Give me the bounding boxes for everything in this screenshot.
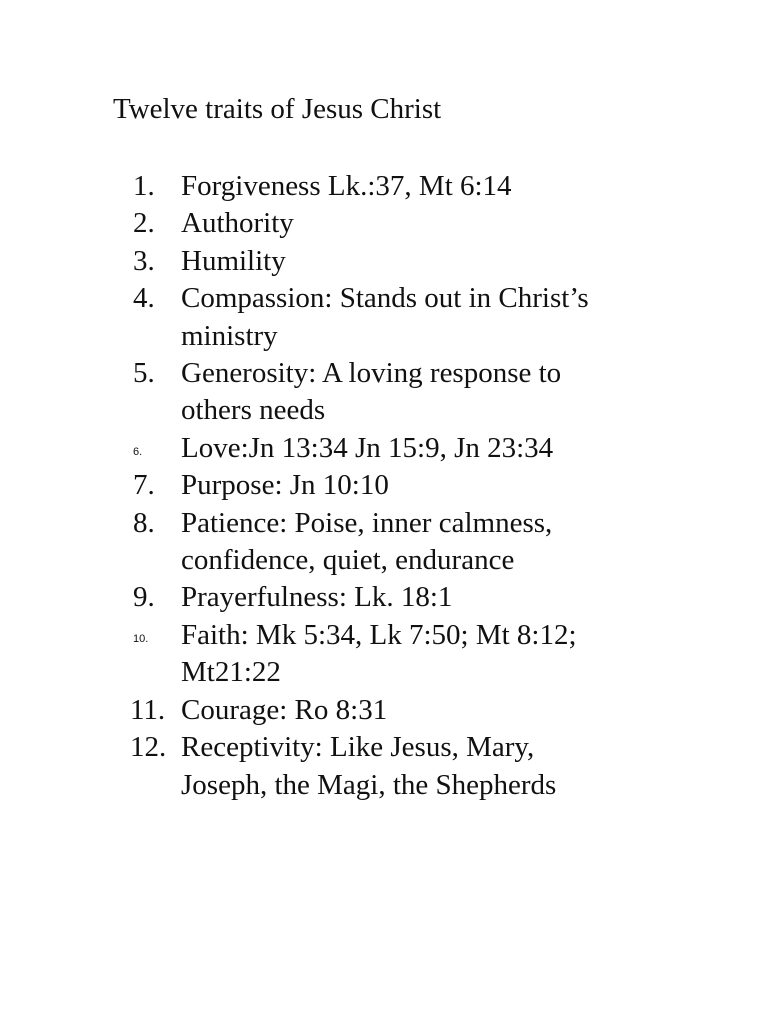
list-item-text: Receptivity: Like Jesus, Mary, Joseph, the Magi, the Shepherds <box>181 731 557 801</box>
list-item-number: 2. <box>133 207 155 240</box>
list-item-text: Purpose: Jn 10:10 <box>181 469 389 502</box>
list-item-text: Love:Jn 13:34 Jn 15:9, Jn 23:34 <box>181 431 554 464</box>
list-item-number: 8. <box>133 506 155 539</box>
list-item <box>0 579 611 616</box>
list-item-text: Patience: Poise, inner calmness, confidence, quiet, endurance <box>181 506 553 577</box>
list-item-number: 5. <box>133 357 155 390</box>
list-item-number: 4. <box>133 282 155 315</box>
list-item-text: Humility <box>181 244 286 277</box>
list-item-number: 11. <box>130 693 166 726</box>
list-item-number: 7. <box>133 469 155 502</box>
list-item <box>0 280 611 355</box>
traits-list <box>0 168 768 804</box>
list-item <box>0 243 611 280</box>
list-item-text: Generosity: A loving response to others needs <box>181 357 562 427</box>
list-item-text: Prayerfulness: Lk. 18:1 <box>181 581 453 614</box>
list-item-number: 9. <box>133 581 155 614</box>
list-item-text: Faith: Mk 5:34, Lk 7:50; Mt 8:12; Mt21:22 <box>181 618 577 689</box>
list-item-text: Forgiveness Lk.:37, Mt 6:14 <box>181 170 512 202</box>
list-item-text: Authority <box>181 207 294 240</box>
list-item-text: Compassion: Stands out in Christ’s ministry <box>181 282 589 352</box>
list-item-number: 12. <box>130 731 167 764</box>
list-item <box>0 505 611 580</box>
list-item <box>0 467 611 504</box>
list-item <box>0 205 611 242</box>
list-item-number: 3. <box>133 244 155 277</box>
list-item <box>0 617 611 692</box>
list-item <box>0 168 611 205</box>
list-item-number: 10. <box>133 632 149 645</box>
list-item-number: 6. <box>133 445 143 458</box>
list-item-number: 1. <box>133 170 155 202</box>
list-item <box>0 355 611 430</box>
document-title: Twelve traits of Jesus Christ <box>113 93 442 125</box>
list-item <box>0 729 611 804</box>
list-item-text: Courage: Ro 8:31 <box>181 693 388 726</box>
list-item <box>0 430 611 467</box>
list-item <box>0 692 611 729</box>
